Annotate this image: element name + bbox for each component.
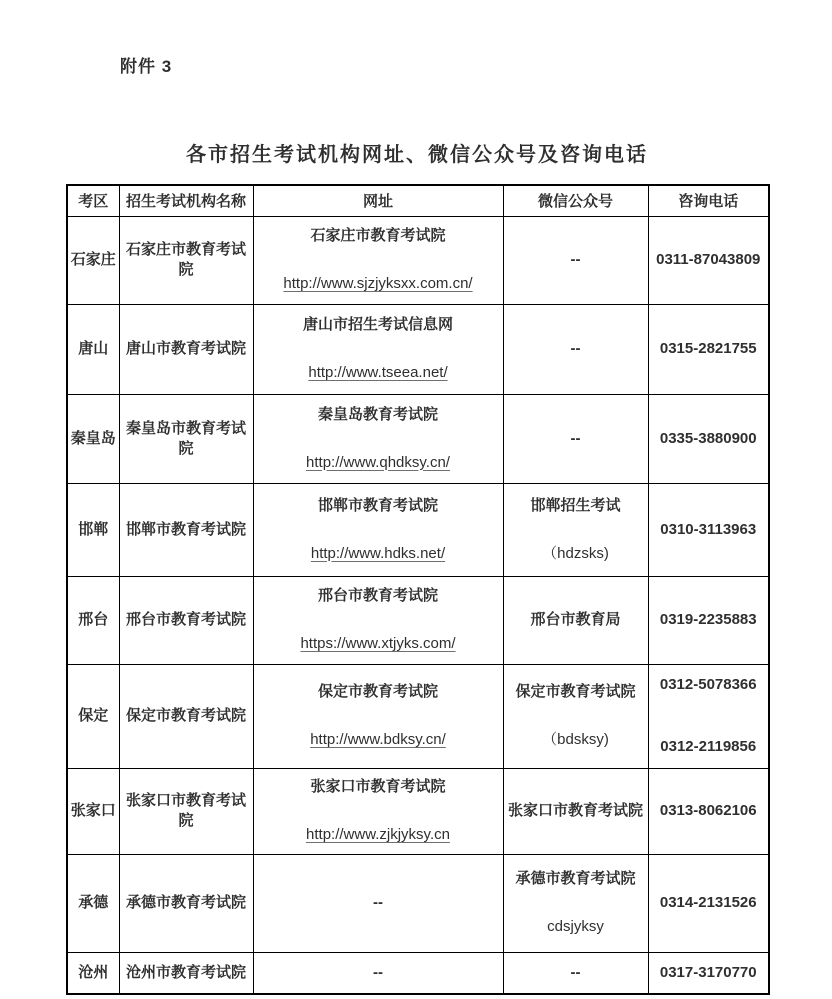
attachment-label: 附件 3 (120, 57, 173, 76)
cell-text: 0311-87043809 (656, 251, 761, 268)
cell-text: 0319-2235883 (659, 611, 757, 628)
cell-text: -- (570, 340, 581, 357)
column-header: 招生考试机构名称 (119, 185, 253, 216)
org-name: 承德市教育考试院 (125, 894, 246, 911)
website-link[interactable]: https://www.xtjyks.com/ (300, 635, 456, 652)
website-cell (253, 768, 503, 854)
org-name: 保定市教育考试院 (125, 707, 246, 724)
website-cell (253, 304, 503, 394)
cell-text: 承德市教育考试院 (515, 870, 636, 887)
wechat-cell (503, 768, 648, 854)
region-name: 保定 (78, 707, 109, 724)
region-name: 张家口 (70, 802, 116, 819)
phone-cell (648, 576, 769, 664)
wechat-cell (503, 483, 648, 576)
website-link[interactable]: http://www.sjzjyksxx.com.cn/ (283, 275, 473, 292)
wechat-cell (503, 394, 648, 483)
phone-cell (648, 304, 769, 394)
cell-text: 邢台市教育局 (530, 611, 621, 628)
wechat-cell (503, 576, 648, 664)
website-cell (253, 576, 503, 664)
org-cell (119, 304, 253, 394)
org-name: 邯郸市教育考试院 (125, 520, 246, 538)
website-cell (253, 854, 503, 952)
region-name: 承德 (78, 894, 109, 911)
phone-cell (648, 664, 769, 768)
region-name: 邯郸 (78, 520, 109, 538)
cell-text: 0310-3113963 (660, 520, 757, 538)
website-cell (253, 394, 503, 483)
org-cell (119, 664, 253, 768)
cell-text: 石家庄市教育考试院 (310, 227, 446, 244)
table-row (67, 483, 769, 576)
website-link[interactable]: http://www.hdks.net/ (310, 544, 446, 562)
website-link[interactable]: http://www.qhdksy.cn/ (306, 453, 450, 471)
cell-text: 0312-5078366 (659, 676, 757, 693)
org-name: 张家口市教育考试院 (125, 792, 246, 829)
region-cell (67, 664, 119, 768)
org-cell (119, 216, 253, 304)
phone-cell (648, 952, 769, 994)
cell-text: 秦皇岛教育考试院 (317, 405, 438, 423)
phone-cell (648, 483, 769, 576)
wechat-cell (503, 952, 648, 994)
table-row (67, 304, 769, 394)
org-name: 邢台市教育考试院 (125, 611, 246, 628)
cell-text: 邯郸招生考试 (530, 496, 621, 514)
region-name: 沧州 (78, 963, 109, 981)
org-name: 唐山市教育考试院 (125, 340, 246, 357)
cell-text: （hdzsks) (542, 544, 609, 562)
cell-text: -- (373, 963, 383, 981)
cell-text: -- (373, 894, 383, 911)
cell-text: -- (570, 251, 581, 268)
cell-text: 0312-2119856 (660, 738, 757, 755)
region-name: 邢台 (78, 611, 109, 628)
table-row (67, 952, 769, 994)
website-cell (253, 664, 503, 768)
org-name: 秦皇岛市教育考试院 (125, 419, 246, 457)
org-cell (119, 768, 253, 854)
cell-text: 张家口市教育考试院 (507, 802, 643, 819)
org-name: 石家庄市教育考试院 (125, 241, 246, 278)
region-name: 唐山 (78, 340, 109, 357)
table-header-row (67, 185, 769, 216)
region-cell (67, 304, 119, 394)
column-header: 微信公众号 (503, 185, 648, 216)
website-cell (253, 952, 503, 994)
phone-cell (648, 394, 769, 483)
cell-text: cdsjyksy (547, 918, 604, 935)
website-link[interactable]: http://www.tseea.net/ (308, 364, 448, 381)
org-cell (119, 952, 253, 994)
org-name: 沧州市教育考试院 (125, 963, 246, 981)
cell-text: 保定市教育考试院 (317, 683, 438, 700)
phone-cell (648, 854, 769, 952)
wechat-cell (503, 304, 648, 394)
region-cell (67, 854, 119, 952)
table-row (67, 768, 769, 854)
org-cell (119, 576, 253, 664)
cell-text: 张家口市教育考试院 (310, 778, 446, 795)
org-cell (119, 394, 253, 483)
org-cell (119, 483, 253, 576)
cell-text: 邢台市教育考试院 (317, 587, 438, 604)
table-body (67, 216, 769, 994)
cell-text: 0317-3170770 (659, 963, 757, 981)
region-cell (67, 952, 119, 994)
cell-text: 邯郸市教育考试院 (317, 496, 438, 514)
exam-institutions-table (66, 184, 770, 995)
cell-text: 0315-2821755 (659, 340, 757, 357)
phone-cell (648, 768, 769, 854)
wechat-cell (503, 216, 648, 304)
cell-text: 0313-8062106 (659, 802, 757, 819)
website-link[interactable]: http://www.bdksy.cn/ (310, 731, 446, 748)
region-cell (67, 576, 119, 664)
wechat-cell (503, 664, 648, 768)
table-row (67, 576, 769, 664)
region-cell (67, 216, 119, 304)
region-name: 秦皇岛 (70, 429, 116, 447)
column-header: 网址 (253, 185, 503, 216)
column-header: 考区 (67, 185, 119, 216)
cell-text: -- (570, 963, 581, 981)
phone-cell (648, 216, 769, 304)
website-cell (253, 483, 503, 576)
region-cell (67, 768, 119, 854)
region-cell (67, 483, 119, 576)
cell-text: -- (570, 429, 581, 447)
cell-text: 0314-2131526 (659, 894, 757, 911)
table-row (67, 854, 769, 952)
cell-text: 0335-3880900 (659, 429, 757, 447)
org-cell (119, 854, 253, 952)
region-cell (67, 394, 119, 483)
column-header: 咨询电话 (648, 185, 769, 216)
cell-text: 保定市教育考试院 (515, 683, 636, 700)
page-title: 各市招生考试机构网址、微信公众号及咨询电话 (186, 144, 648, 166)
website-cell (253, 216, 503, 304)
wechat-cell (503, 854, 648, 952)
table-row (67, 394, 769, 483)
cell-text: 唐山市招生考试信息网 (302, 316, 453, 333)
website-link[interactable]: http://www.zjkjyksy.cn (306, 826, 450, 843)
cell-text: （bdsksy) (542, 731, 609, 748)
table-row (67, 216, 769, 304)
region-name: 石家庄 (70, 251, 116, 268)
table-row (67, 664, 769, 768)
